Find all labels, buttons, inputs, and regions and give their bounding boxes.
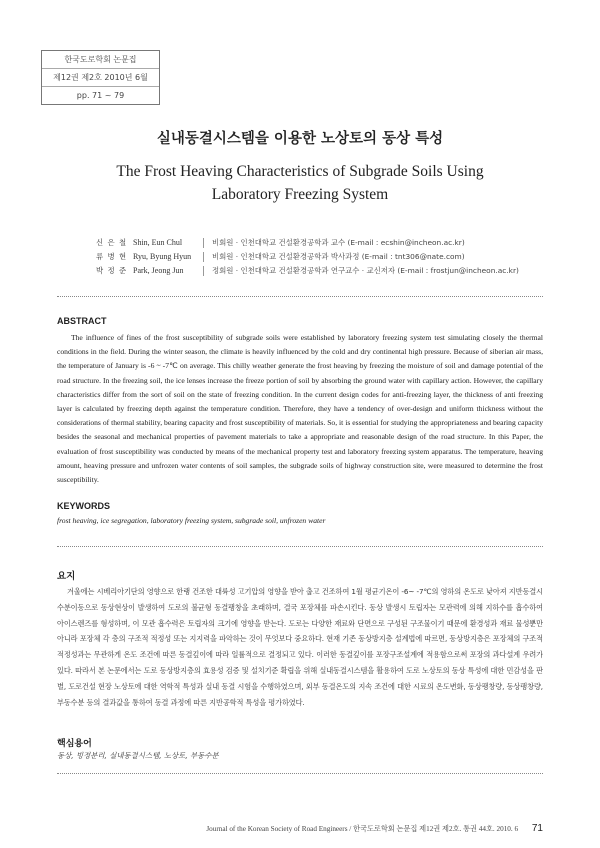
keywords-korean-text: 동상, 빙정분리, 실내동결시스템, 노상토, 부동수분 bbox=[57, 751, 219, 760]
title-korean: 실내동결시스템을 이용한 노상토의 동상 특성 bbox=[156, 131, 444, 147]
title-english bbox=[0, 160, 600, 206]
author-row bbox=[96, 236, 519, 250]
author-name-english: Park, Jeong Jun bbox=[133, 266, 184, 275]
abstract-body: The influence of fines of the frost susceptibility of subgrade soils were established by laboratory freezing system test simulating closely the thermal conditions in the field. During the winter season, the climate is heavily influenced by the cold and dry continental high pressure. Because of siberian air mass, the temperature of January is -6 ~ -7℃ on average. This chilly weather generate the frost heaving by freezing the moisture of soil and damage potential of the road structure. In the freezing soil, the ice lenses increase the freeze portion of soil by absorbing the ground water with capillary action. However, the capillary characteristics differ from the sort of soil on the state of freezing condition. In the current design codes for anti-freezing layer, the thickness of anti freezing layer is calculated by freezing depth against the temperature condition. Therefore, they have a tendency of over-design and uniform thickness without the considerations of thermal stability, bearing capacity and frost susceptibility of materials. So, it is essential for studying the appropriateness and bearing capacity besides the seasonal and mechanical properties of pavement materials to take a appropriate and reasonable design of the road structure. In this Paper, the evaluation of frost susceptibility was conducted by means of the mechanical property test and laboratory freezing system apparatus. The temperature, heaving amount, heaving pressure and unfrozen water contents of soil samples, the subgrade soils of highway construction site, were measured to determine the frost susceptibility. bbox=[57, 333, 543, 485]
author-name-english: Ryu, Byung Hyun bbox=[133, 252, 192, 261]
keywords-text: frost heaving, ice segregation, laboratory freezing system, subgrade soil, unfrozen water bbox=[57, 516, 326, 525]
journal-info-box bbox=[41, 50, 160, 105]
title-english-line2: Laboratory Freezing System bbox=[211, 186, 389, 203]
abstract-divider bbox=[57, 546, 543, 547]
author-list bbox=[96, 236, 519, 278]
author-separator bbox=[203, 266, 204, 276]
keywords-heading: KEYWORDS bbox=[57, 501, 111, 511]
keywords-korean-heading: 핵심용어 bbox=[57, 739, 92, 749]
header-divider bbox=[57, 296, 543, 297]
author-name-korean: 류 병 현 bbox=[96, 252, 128, 261]
abstract-heading: ABSTRACT bbox=[57, 316, 107, 326]
title-english-line1: The Frost Heaving Characteristics of Subgrade Soils Using bbox=[116, 163, 484, 180]
author-separator bbox=[203, 252, 204, 262]
author-affiliation: 비회원 · 인천대학교 건설환경공학과 박사과정 (E-mail : tnt306@nate.com) bbox=[212, 252, 465, 261]
journal-issue: 제12권 제2호 2010년 6월 bbox=[42, 68, 159, 86]
author-affiliation: 비회원 · 인천대학교 건설환경공학과 교수 (E-mail : ecshin@incheon.ac.kr) bbox=[212, 238, 465, 247]
footer-journal-citation: Journal of the Korean Society of Road Engineers / 한국도로학회 논문집 제12권 제2호. 통권 44호. 2010. 6 bbox=[206, 824, 519, 833]
summary-korean-body: 겨울에는 시베리아기단의 영향으로 한랭 건조한 대륙성 고기압의 영향을 받아 춥고 건조하여 1월 평균기온이 -6~ -7℃의 영하의 온도로 낮아져 지반동결시 수분이동으로 동상현상이 발생하여 도로의 불균형 동결팽창을 초래하며, 결국 포장체를 파손시킨다. 동상 발생시 토립자는 모관력에 의해 지하수를 흡수하여 아이스렌즈를 형성하며, 이 모관 흡수력은 토립자의 크기에 영향을 받는다. 도로는 다양한 재료와 단면으로 구성된 구조물이기 때문에 환경성과 재료 물성뿐만 아니라 포장체 각 층의 구조적 적정성 또는 지지력을 파악하는 것이 무엇보다 중요하다. 현재 기존 동상방지층 설계법에 따르면, 동상방지층은 포장체의 구조적 적정성과는 무관하게 온도 조건에 따른 동결깊이에 따라 일률적으로 결정되고 있다. 이러한 동결깊이를 포장구조설계에 적용함으로써 포장의 과다설계 우려가 있다. 따라서 본 논문에서는 도로 동상방지층의 효용성 검증 및 설치기준 확립을 위해 실내동결시스템을 활용하여 도로 노상토의 동상 특성에 대한 민감성을 판별, 도로건설 현장 노상토에 대한 역학적 특성과 실내 동결 시험을 수행하였으며, 외부 동결온도의 지속 조건에 대한 시료의 온도변화, 동상팽창량, 동상팽창량, 부동수분 등의 결과값을 통하여 동결 과정에 따른 지반공학적 특성을 평가하였다. bbox=[57, 587, 543, 707]
summary-korean-heading: 요지 bbox=[57, 571, 76, 582]
summary-divider bbox=[57, 773, 543, 774]
journal-pages: pp. 71 ~ 79 bbox=[42, 86, 159, 104]
author-name-english: Shin, Eun Chul bbox=[133, 238, 183, 247]
author-affiliation: 정회원 · 인천대학교 건설환경공학과 연구교수 · 교신저자 (E-mail : frostjun@incheon.ac.kr) bbox=[212, 266, 519, 275]
author-row bbox=[96, 264, 519, 278]
author-row bbox=[96, 250, 519, 264]
author-name-korean: 신 은 철 bbox=[96, 238, 128, 247]
author-separator bbox=[203, 238, 204, 248]
page-number: 71 bbox=[531, 823, 543, 834]
author-name-korean: 박 정 준 bbox=[96, 266, 128, 275]
page-footer bbox=[57, 823, 543, 837]
journal-name: 한국도로학회 논문집 bbox=[64, 55, 137, 64]
